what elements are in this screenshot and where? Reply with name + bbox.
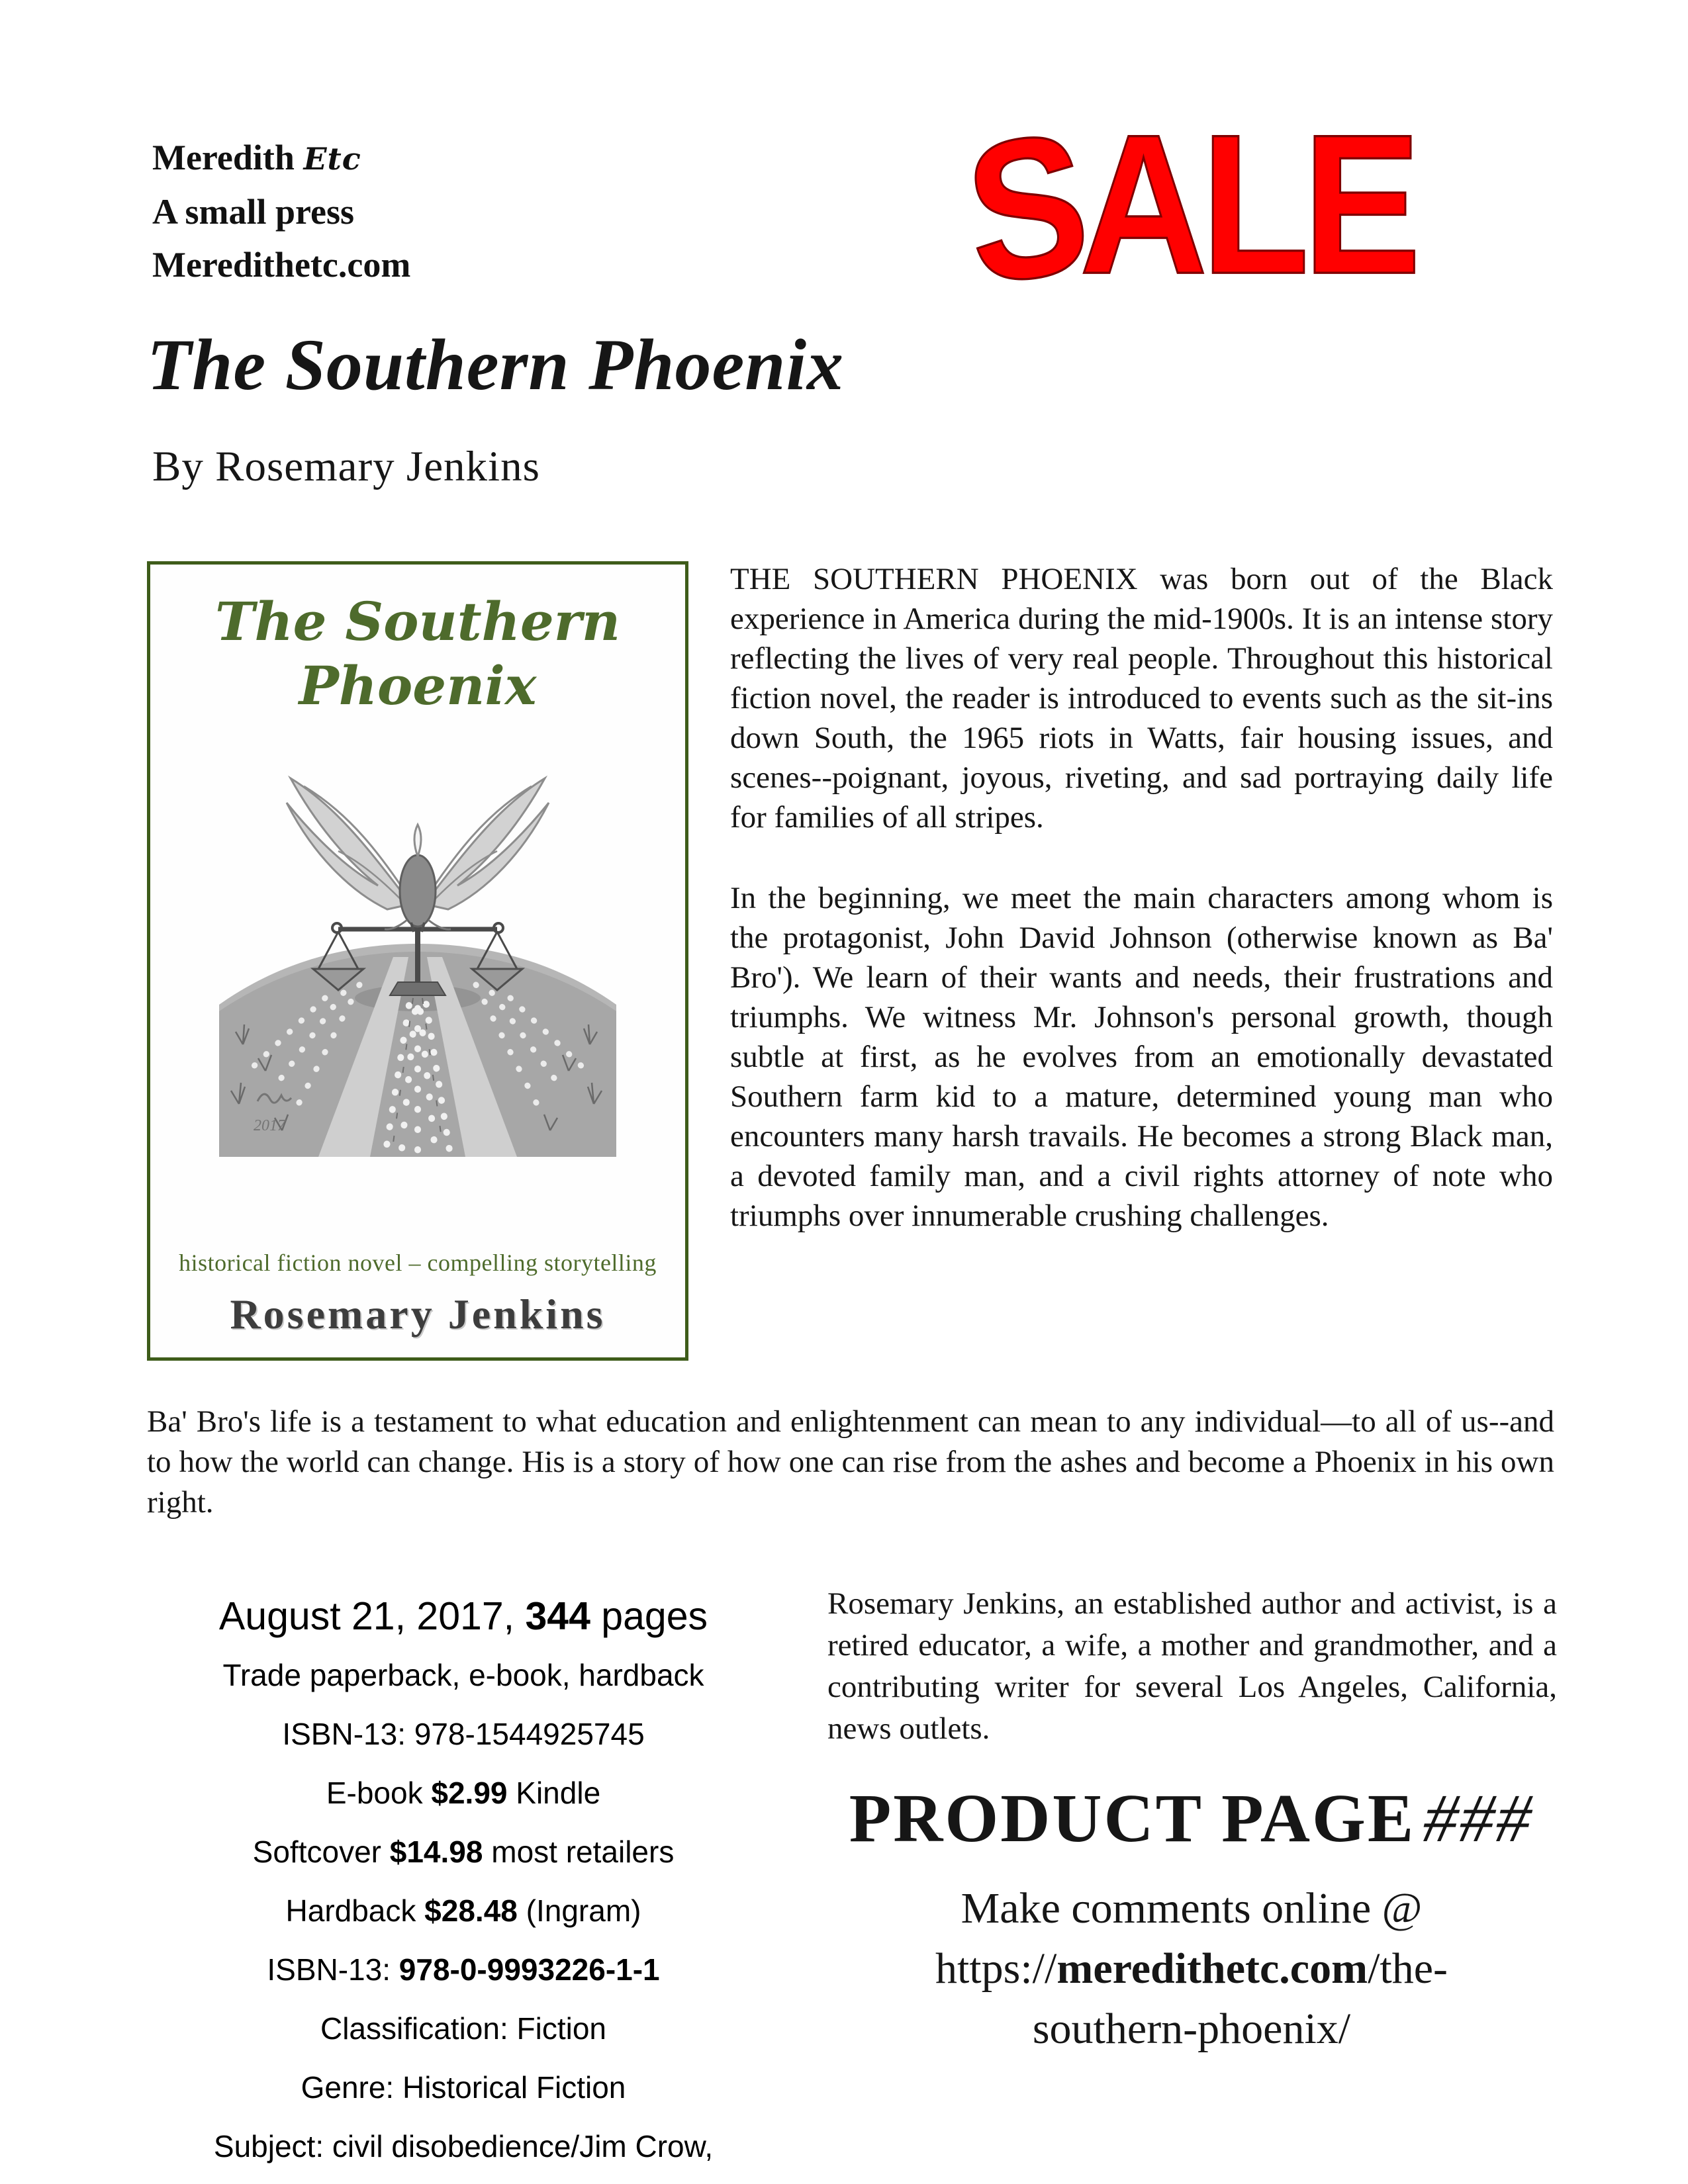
publisher-website: Meredithetc.com — [152, 245, 411, 285]
cover-title — [150, 590, 685, 718]
product-url-line1: https://meredithetc.com/the- — [935, 1944, 1448, 1993]
cover-title-line1: The Southern — [214, 590, 621, 653]
detail-line-isbn-paperback: ISBN-13: 978-1544925745 — [282, 1717, 645, 1751]
description-paragraph-1: THE SOUTHERN PHOENIX was born out of the Black experience in America during the mid-1900s. It is an intense story reflecting the lives of very real people. Throughout this historical fiction novel, the reader is introduced to events such as the sit-ins down South, the 1965 riots in Watts, fair housing issues, and scenes--poignant, joyous, riveting, and sad portraying daily life for families of all stripes. — [730, 562, 1553, 835]
phoenix-illustration — [219, 733, 616, 1157]
detail-line-classification: Classification: Fiction — [320, 2011, 607, 2046]
detail-line-genre: Genre: Historical Fiction — [301, 2070, 626, 2105]
detail-line-subject: Subject: civil disobedience/Jim Crow, — [213, 2129, 714, 2163]
page-title: The Southern Phoenix — [147, 324, 845, 405]
publisher-etc-script: Etc — [303, 141, 361, 177]
byline: By Rosemary Jenkins — [152, 443, 540, 490]
sale-badge: SALE — [957, 90, 1415, 327]
author-bio: Rosemary Jenkins, an established author and activist, is a retired educator, a wife, a mother and grandmother, and a contributing writer for several Los Angeles, California, news outlets. — [827, 1586, 1557, 1746]
phoenix-bird — [287, 778, 549, 932]
product-page-number-placeholder: ### — [1415, 1780, 1544, 1856]
publisher-name-text: Meredith — [152, 138, 295, 177]
product-page-heading — [821, 1779, 1562, 1858]
publisher-tagline: A small press — [152, 192, 355, 232]
publisher-name — [152, 131, 410, 185]
detail-line-softcover-price: Softcover $14.98 most retailers — [252, 1835, 675, 1869]
product-links — [821, 1878, 1562, 2059]
book-description — [730, 559, 1553, 1277]
detail-line-ebook-price: E-book $2.99 Kindle — [326, 1776, 601, 1810]
detail-line-formats: Trade paperback, e-book, hardback — [222, 1658, 704, 1692]
cover-author: Rosemary Jenkins — [230, 1291, 606, 1338]
cover-title-line2: Phoenix — [299, 655, 537, 717]
detail-line-isbn-hardback: ISBN-13: 978-0-9993226-1-1 — [267, 1952, 660, 1987]
publication-details — [122, 1587, 804, 2176]
detail-line-hardback-price: Hardback $28.48 (Ingram) — [285, 1893, 641, 1928]
detail-line-release: August 21, 2017, 344 pages — [218, 1594, 708, 1638]
closing-paragraph: Ba' Bro's life is a testament to what education and enlightenment can mean to any individual—to all of us--and to how the world can change. His is a story of how one can rise from the ashes and become a Phoenix in his own right. — [147, 1404, 1554, 1520]
signature-year: 2017 — [254, 1117, 285, 1134]
publisher-block — [152, 131, 410, 291]
cover-tagline: historical fiction novel – compelling storytelling — [179, 1250, 657, 1276]
book-cover — [147, 561, 688, 1361]
product-url-line2: southern-phoenix/ — [1032, 2005, 1351, 2053]
product-page-heading-text: PRODUCT PAGE — [849, 1780, 1416, 1856]
description-paragraph-2: In the beginning, we meet the main characters among whom is the protagonist, John David Johnson (otherwise known as Ba' Bro'). We learn of their wants and needs, their frustrations and triumphs. We witness Mr. Johnson's personal growth, though subtle at first, as he evolves from an emotionally devastated Southern farm kid to a mature, determined young man who encounters many harsh travails. He becomes a strong Black man, a devoted family man, and a civil rights attorney of note who triumphs over innumerable crushing challenges. — [730, 881, 1553, 1233]
comments-cta: Make comments online @ — [961, 1884, 1423, 1933]
